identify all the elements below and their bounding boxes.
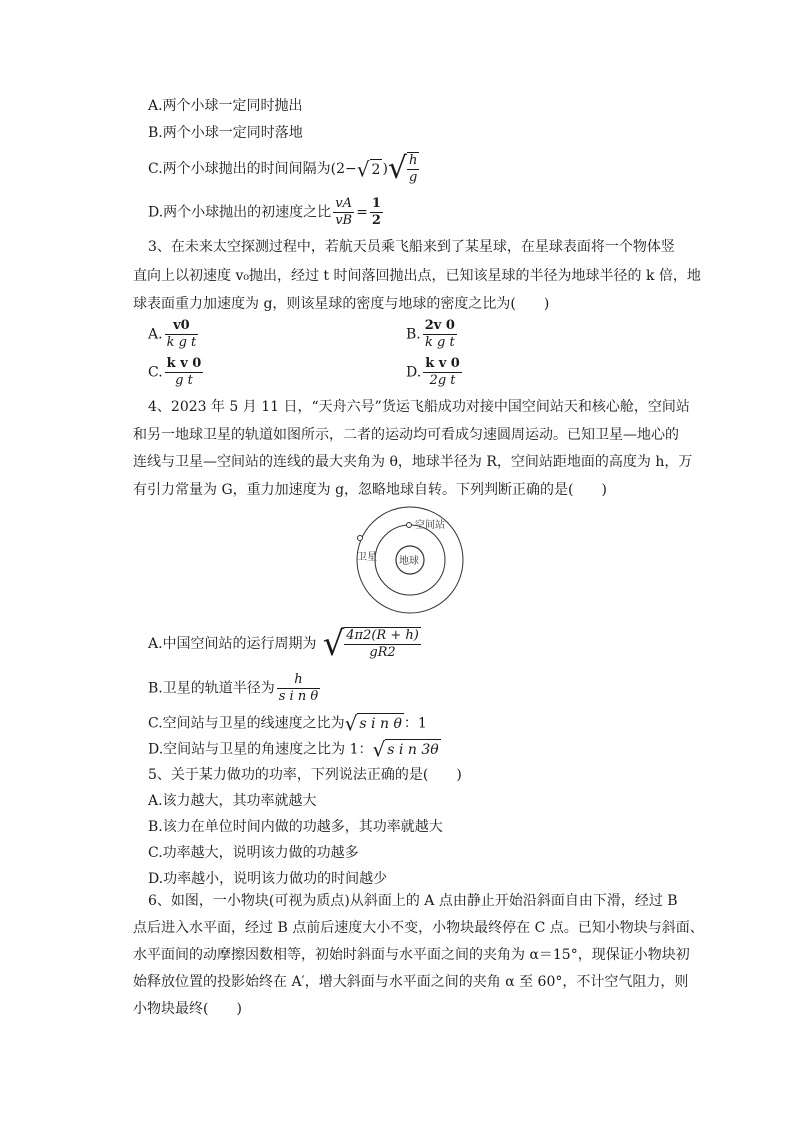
earth-label: 地球 — [399, 556, 419, 567]
q3-option-b-frac: $\frac{2v 0}{\text{k g t}}$ — [424, 318, 455, 350]
q2-option-b: B.两个小球一定同时落地 — [148, 125, 303, 141]
q2-option-c-paren: ) — [382, 161, 388, 177]
q4-stem-line-2: 和另一地球卫星的轨道如图所示，二者的运动均可看成匀速圆周运动。已知卫星—地心的 — [133, 427, 679, 443]
station-label: 空间站 — [415, 520, 445, 531]
q3-option-c-frac: $\frac{\text{k v 0}}{\text{g t}}$ — [166, 356, 202, 388]
q3-option-b — [406, 318, 459, 351]
station-dot — [407, 523, 412, 528]
q4-option-d-sqrt: √ s i n 3θ — [372, 737, 439, 762]
q6-stem-line-4: 始释放位置的投影始终在 A′，增大斜面与水平面之间的夹角 α 至 60°，不计空气阻力，则 — [133, 974, 689, 990]
satellite-label: 卫星 — [357, 552, 377, 563]
q5-option-d: D.功率越小，说明该力做功的时间越少 — [148, 871, 388, 887]
q3-stem-line-3: 球表面重力加速度为 g，则该星球的密度与地球的密度之比为( ) — [133, 296, 550, 312]
q4-option-c — [148, 713, 427, 734]
q2-option-c-sqrt-frac: √ $\frac{h}{g}$ — [387, 151, 418, 186]
q3-stem-line-1: 3、在未来太空探测过程中，若航天员乘飞船来到了某星球，在星球表面将一个物体竖 — [148, 239, 675, 255]
q3-option-a-label: A. — [148, 326, 163, 343]
q4-stem-line-4: 有引力常量为 G，重力加速度为 g，忽略地球自转。下列判断正确的是( ) — [133, 482, 607, 498]
q3-option-c-label: C. — [148, 364, 163, 381]
q4-stem-line-3: 连线与卫星—空间站的连线的最大夹角为 θ，地球半径为 R，空间站距地面的高度为 h，万 — [133, 454, 693, 470]
q6-stem-line-1: 6、如图，一小物块(可视为质点)从斜面上的 A 点由静止开始沿斜面自由下滑，经过 B — [148, 893, 678, 909]
q2-option-d-text: D.两个小球抛出的初速度之比 — [148, 204, 332, 221]
q2-option-c-text: C.两个小球抛出的时间间隔为(2− — [148, 161, 357, 177]
q3-option-c — [148, 356, 205, 389]
q4-option-c-suffix: ：1 — [403, 715, 427, 732]
q6-stem-line-3: 水平面间的动摩擦因数相等，初始时斜面与水平面之间的夹角为 α＝15°，现保证小物块初 — [133, 947, 690, 963]
q2-option-c-sqrt2: √ 2 — [356, 157, 381, 181]
q4-option-a-text: A.中国空间站的运行周期为 — [148, 636, 317, 652]
q4-option-c-text: C.空间站与卫星的线速度之比为 — [148, 715, 345, 732]
q4-option-b — [148, 672, 322, 705]
q4-option-c-sqrt: √ s i n θ — [344, 711, 402, 736]
q6-stem-line-2: 点后进入水平面，经过 B 点前后速度大小不变，小物块最终停在 C 点。已知小物块与斜面、 — [133, 920, 704, 936]
q2-option-d — [148, 196, 385, 229]
q2-option-d-ratio: $\frac{vA}{vB}$ — [335, 196, 353, 228]
q5-option-b: B.该力在单位时间内做的功越多，其功率就越大 — [148, 819, 443, 835]
q2-option-c — [148, 152, 419, 186]
satellite-dot — [358, 536, 363, 541]
q2-option-d-value: $\frac{1}{2}$ — [371, 196, 381, 228]
q2-option-a: A.两个小球一定同时抛出 — [148, 98, 303, 114]
q3-option-a-frac: $\frac{v0}{\text{k g t}}$ — [166, 318, 197, 350]
q2-option-d-eq: = — [356, 204, 368, 221]
q4-option-d — [148, 739, 441, 760]
q3-option-b-label: B. — [406, 326, 421, 343]
q3-option-d — [406, 356, 464, 389]
q4-option-d-text: D.空间站与卫星的角速度之比为 1： — [148, 741, 373, 758]
q4-option-a-sqrt: √ $\frac{4\pi 2(R + h)}{gR2}$ — [322, 624, 419, 664]
q4-option-a — [148, 624, 421, 664]
q5-stem: 5、关于某力做功的功率，下列说法正确的是( ) — [148, 767, 462, 783]
q5-option-c: C.功率越大，说明该力做的功越多 — [148, 845, 359, 861]
q3-option-d-label: D. — [406, 364, 422, 381]
q3-option-a — [148, 318, 200, 351]
q5-option-a: A.该力越大，其功率就越大 — [148, 793, 317, 809]
q6-stem-line-5: 小物块最终( ) — [133, 1001, 242, 1017]
q3-option-d-frac: $\frac{\text{k v 0}}{\text{2g t}}$ — [425, 356, 460, 388]
q4-stem-line-1: 4、2023 年 5 月 11 日，“天舟六号”货运飞船成功对接中国空间站天和核心舱，空间站 — [148, 399, 690, 415]
q4-option-b-text: B.卫星的轨道半径为 — [148, 680, 275, 697]
q3-stem-line-2: 直向上以初速度 v₀抛出，经过 t 时间落回抛出点，已知该星球的半径为地球半径的 k 倍，地 — [133, 268, 701, 284]
q4-option-b-frac: $\frac{h}{\text{s i n θ}}$ — [278, 672, 319, 704]
orbit-diagram — [348, 504, 472, 618]
